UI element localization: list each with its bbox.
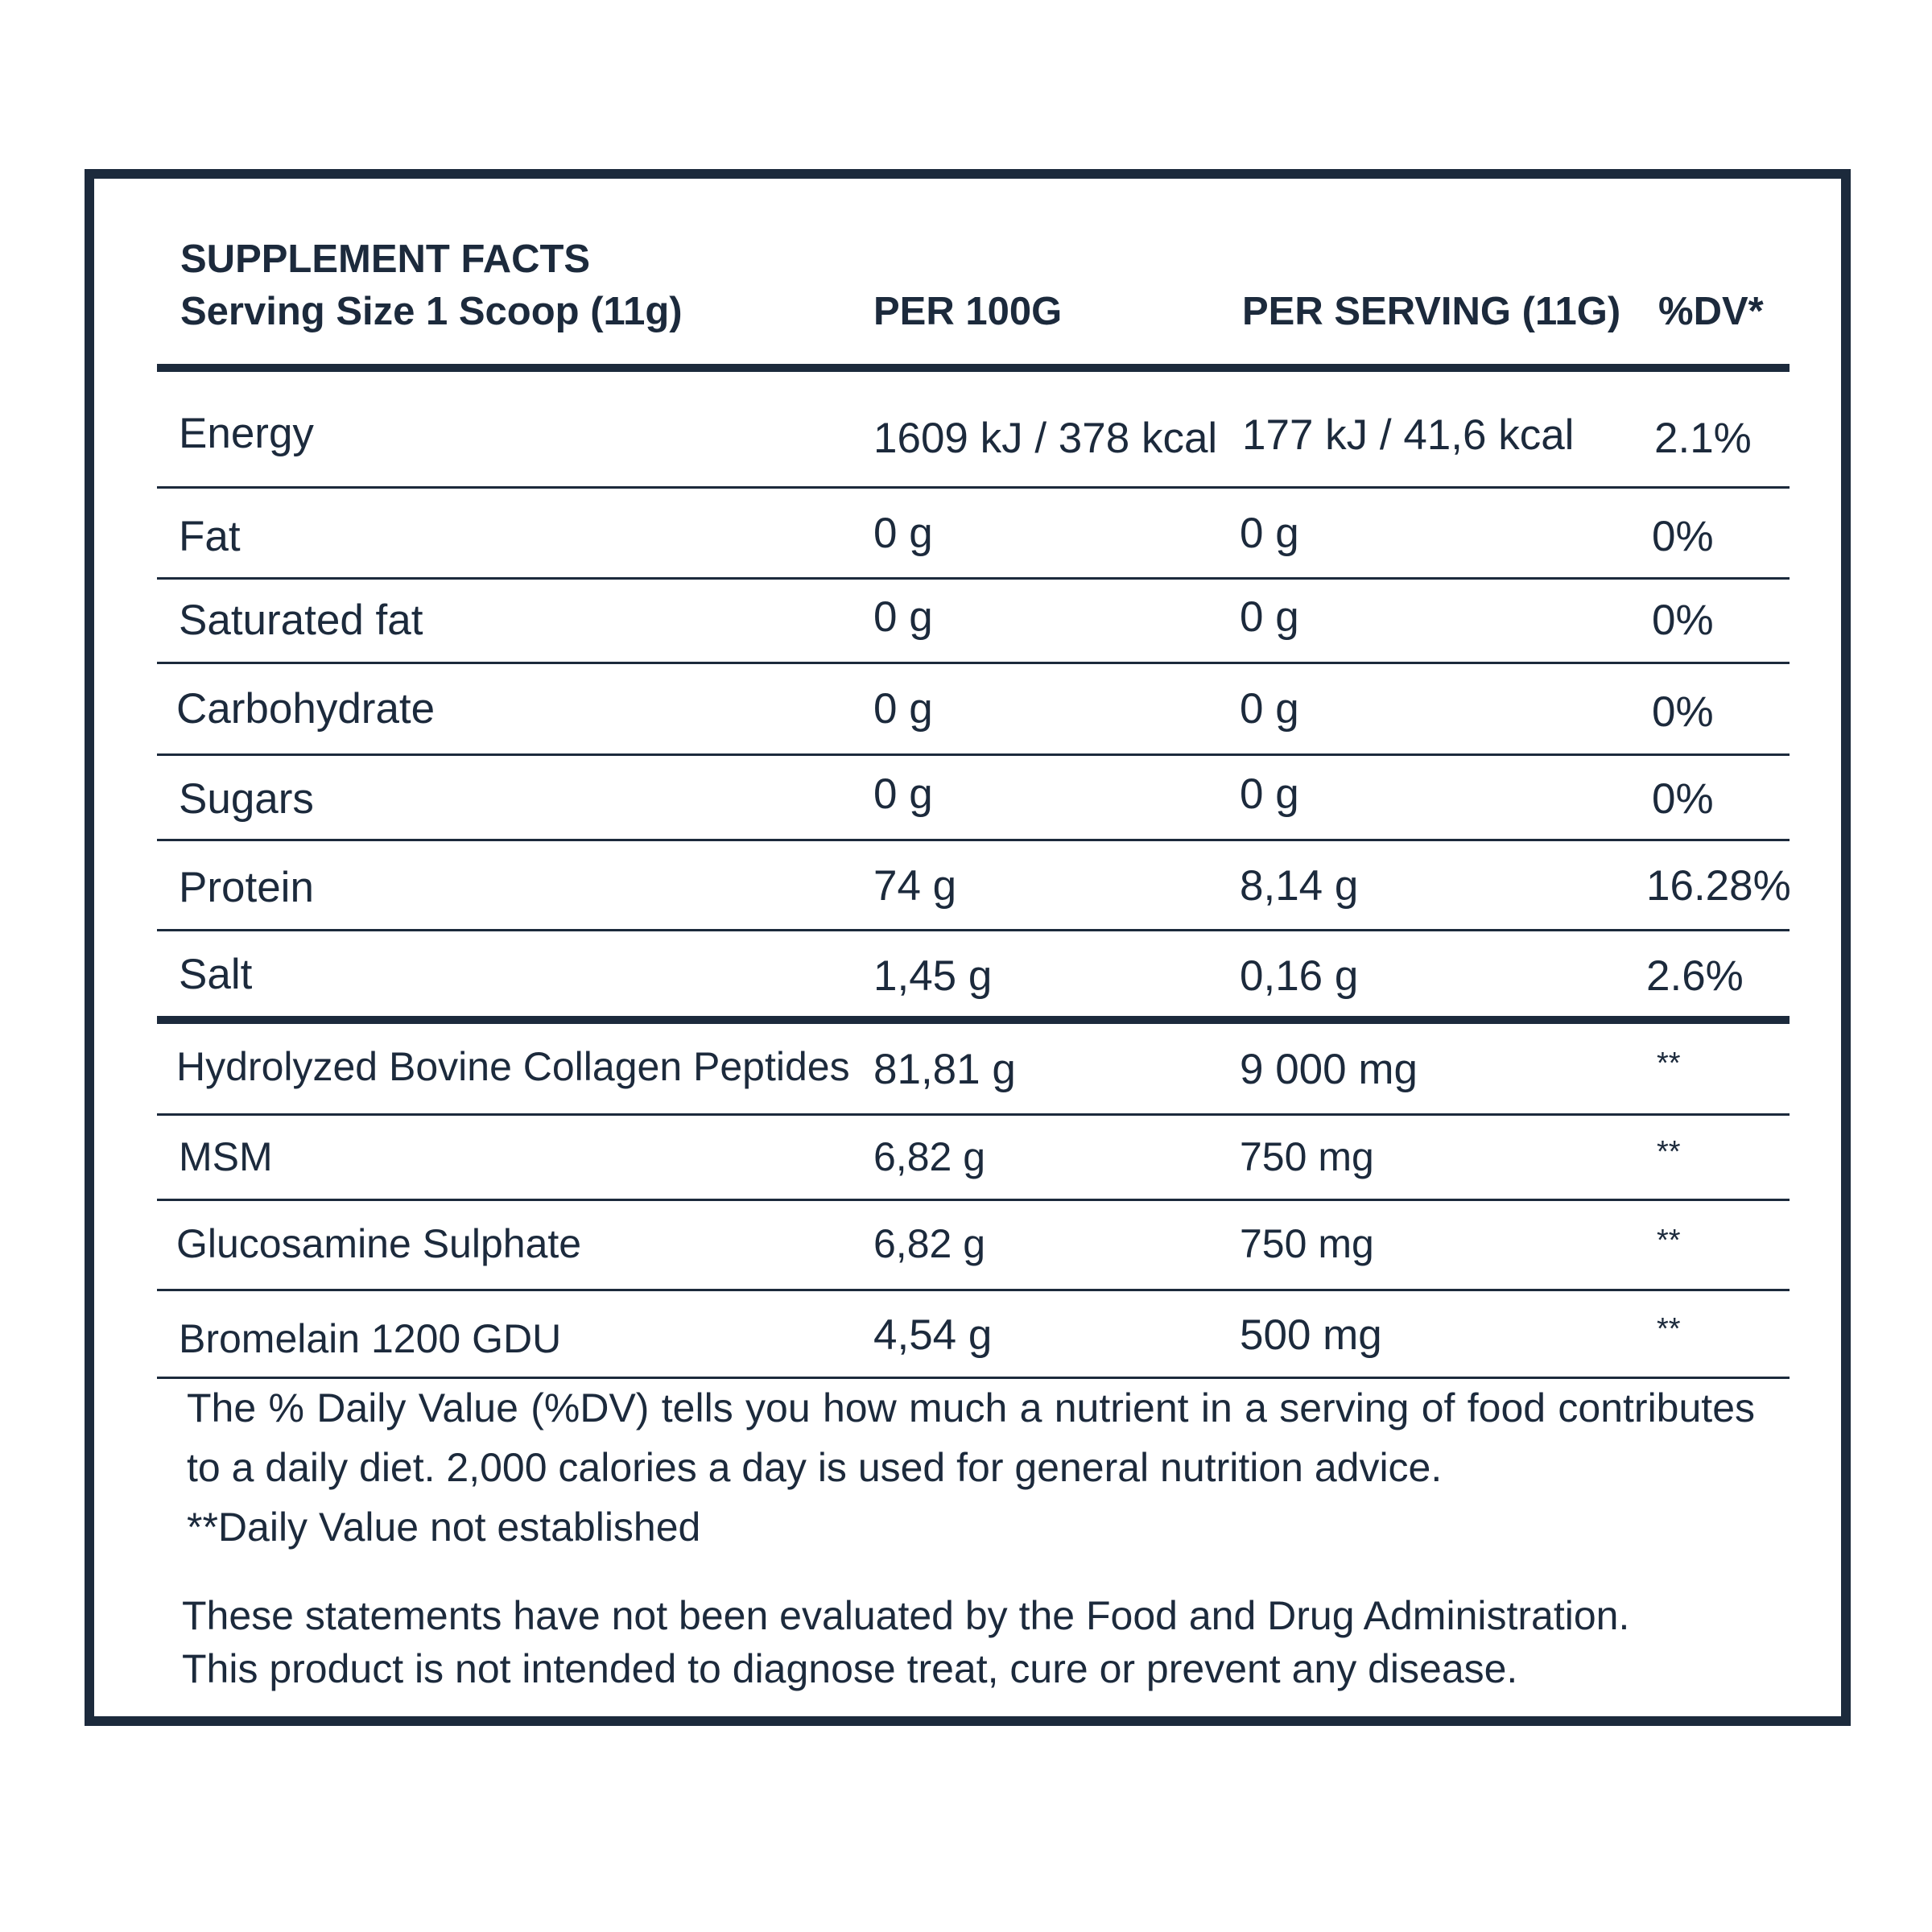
row-collagen-name: Hydrolyzed Bovine Collagen Peptides xyxy=(176,1044,850,1089)
row-divider xyxy=(157,753,1790,756)
row-divider xyxy=(157,1289,1790,1291)
row-glucosamine-per100: 6,82 g xyxy=(873,1221,986,1266)
row-sugars-perserving: 0 g xyxy=(1240,770,1299,818)
row-energy-perserving: 177 kJ / 41,6 kcal xyxy=(1242,411,1575,459)
row-saturated-fat-perserving: 0 g xyxy=(1240,593,1299,641)
row-protein-dv: 16.28% xyxy=(1646,862,1791,910)
row-sugars-dv: 0% xyxy=(1652,775,1714,823)
row-msm-perserving: 750 mg xyxy=(1240,1134,1374,1179)
dv-footnote xyxy=(187,1378,1755,1557)
row-collagen-dv: ** xyxy=(1657,1046,1681,1080)
row-bromelain-perserving: 500 mg xyxy=(1240,1311,1382,1359)
serving-size: Serving Size 1 Scoop (11g) xyxy=(180,290,683,333)
row-bromelain-per100: 4,54 g xyxy=(873,1311,993,1359)
row-divider xyxy=(157,929,1790,931)
row-salt-name: Salt xyxy=(179,951,253,998)
row-collagen-perserving: 9 000 mg xyxy=(1240,1046,1418,1093)
row-divider xyxy=(157,839,1790,841)
row-msm-per100: 6,82 g xyxy=(873,1134,986,1179)
column-header-per-serving: PER SERVING (11G) xyxy=(1242,290,1621,333)
section-divider xyxy=(157,1016,1790,1024)
row-divider xyxy=(157,1199,1790,1201)
row-carbohydrate-per100: 0 g xyxy=(873,685,933,733)
row-glucosamine-dv: ** xyxy=(1657,1224,1681,1257)
row-glucosamine-name: Glucosamine Sulphate xyxy=(176,1221,582,1266)
fda-disclaimer xyxy=(182,1589,1824,1695)
row-protein-name: Protein xyxy=(179,864,314,911)
row-protein-perserving: 8,14 g xyxy=(1240,862,1359,910)
row-bromelain-name: Bromelain 1200 GDU xyxy=(179,1316,562,1361)
row-carbohydrate-perserving: 0 g xyxy=(1240,685,1299,733)
row-energy-per100: 1609 kJ / 378 kcal xyxy=(873,415,1218,462)
row-sugars-per100: 0 g xyxy=(873,770,933,818)
row-carbohydrate-name: Carbohydrate xyxy=(176,685,436,733)
row-divider xyxy=(157,577,1790,580)
disclaimer-line-1: These statements have not been evaluated by the Food and Drug Administration. xyxy=(182,1593,1630,1638)
row-fat-dv: 0% xyxy=(1652,513,1714,560)
column-header-per-100g: PER 100G xyxy=(873,290,1063,333)
row-salt-dv: 2.6% xyxy=(1646,952,1744,1000)
row-divider xyxy=(157,662,1790,664)
header-divider xyxy=(157,364,1790,372)
row-protein-per100: 74 g xyxy=(873,862,957,910)
row-saturated-fat-name: Saturated fat xyxy=(179,597,423,644)
row-energy-name: Energy xyxy=(179,410,314,457)
row-carbohydrate-dv: 0% xyxy=(1652,688,1714,736)
row-saturated-fat-dv: 0% xyxy=(1652,597,1714,644)
row-fat-name: Fat xyxy=(179,513,241,560)
row-saturated-fat-per100: 0 g xyxy=(873,593,933,641)
row-divider xyxy=(157,1113,1790,1116)
row-fat-perserving: 0 g xyxy=(1240,510,1299,557)
row-energy-dv: 2.1% xyxy=(1654,415,1752,462)
dv-explanation: The % Daily Value (%DV) tells you how much a nutrient in a serving of food contributes to a daily diet. 2,000 calories a day is used for general nutrition advice. xyxy=(187,1385,1755,1490)
dv-not-established: **Daily Value not established xyxy=(187,1505,701,1550)
row-msm-name: MSM xyxy=(179,1134,273,1179)
row-collagen-per100: 81,81 g xyxy=(873,1046,1016,1093)
disclaimer-line-2: This product is not intended to diagnose treat, cure or prevent any disease. xyxy=(182,1646,1518,1691)
row-salt-per100: 1,45 g xyxy=(873,952,993,1000)
column-header-dv: %DV* xyxy=(1658,290,1764,333)
row-fat-per100: 0 g xyxy=(873,510,933,557)
panel-title: SUPPLEMENT FACTS xyxy=(180,237,591,281)
row-salt-perserving: 0,16 g xyxy=(1240,952,1359,1000)
row-bromelain-dv: ** xyxy=(1657,1312,1681,1346)
row-divider xyxy=(157,486,1790,489)
row-sugars-name: Sugars xyxy=(179,775,314,823)
row-glucosamine-perserving: 750 mg xyxy=(1240,1221,1374,1266)
row-msm-dv: ** xyxy=(1657,1135,1681,1169)
